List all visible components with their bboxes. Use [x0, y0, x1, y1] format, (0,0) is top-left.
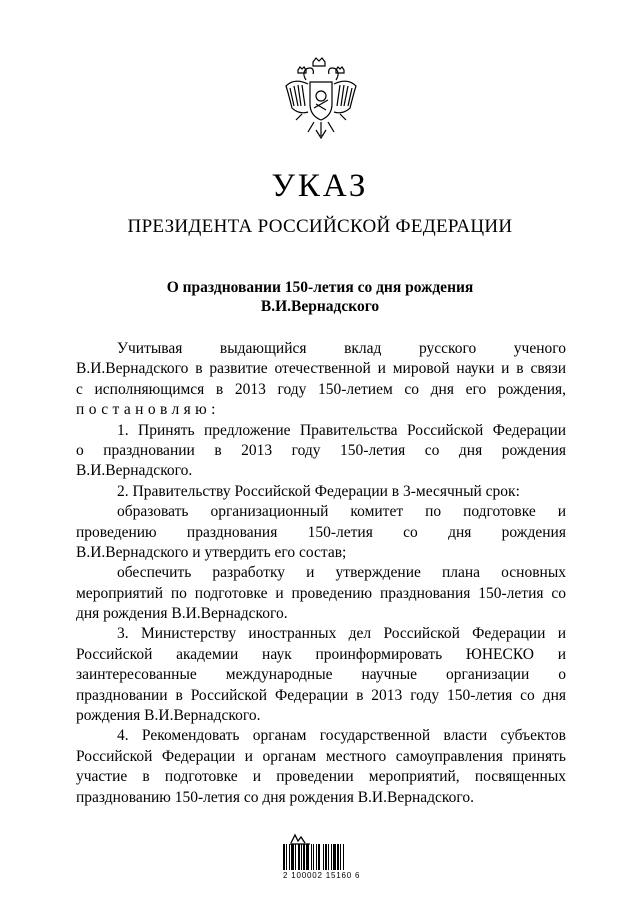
body-line: участие в подготовке и проведении мероприятий, посвященных [76, 768, 566, 786]
body-line: 1. Принять предложение Правительства Российской Федерации [117, 421, 566, 439]
body-line: проведению празднования 150-летия со дня рождения [76, 523, 566, 541]
body-line: Российской академии наук проинформировать ЮНЕСКО и [76, 645, 566, 663]
heading-line-1: О праздновании 150-летия со дня рождения [166, 279, 474, 296]
body-line: дня рождения В.И.Вернадского. [76, 605, 288, 623]
body-line: В.И.Вернадского. [76, 462, 193, 480]
coat-of-arms-icon [280, 56, 362, 144]
body-line: Учитывая выдающийся вклад русского ученого [117, 340, 566, 357]
body-line: мероприятий по подготовке и проведению празднования 150-летия со [76, 584, 566, 602]
body-line: рождения В.И.Вернадского. [76, 707, 261, 725]
body-line: 2. Правительству Российской Федерации в 3-месячный срок: [117, 482, 520, 500]
barcode-number: 2 100002 15160 6 [283, 871, 361, 880]
body-line: заинтересованные международные научные организации о [76, 666, 566, 684]
body-line: празднованию 150-летия со дня рождения В.И.Вернадского. [76, 788, 474, 806]
decree-body [76, 339, 566, 808]
body-line: В.И.Вернадского и утвердить его состав; [76, 543, 347, 561]
body-line: обеспечить разработку и утверждение плана основных [117, 564, 566, 582]
body-line: постановляю: [76, 401, 220, 419]
body-line: образовать организационный комитет по подготовке и [117, 503, 566, 521]
body-line: праздновании в Российской Федерации в 2013 году 150-летия со дня [76, 686, 566, 704]
body-line: 3. Министерству иностранных дел Российской Федерации и [117, 625, 566, 643]
body-line: Российской Федерации и органам местного самоуправления принять [76, 747, 566, 765]
document-title: УКАЗ [271, 168, 369, 204]
body-line: В.И.Вернадского в развитие отечественной и мировой науки и в связи [76, 360, 566, 378]
decree-heading [0, 278, 640, 316]
barcode-icon [283, 844, 367, 874]
document-subtitle: ПРЕЗИДЕНТА РОССИЙСКОЙ ФЕДЕРАЦИИ [127, 216, 513, 237]
body-line: о праздновании в 2013 году 150-летия со дня рождения [76, 441, 566, 459]
body-line: с исполняющимся в 2013 году 150-летием со дня его рождения, [76, 380, 566, 398]
heading-line-2: В.И.Вернадского [260, 298, 380, 315]
body-line: 4. Рекомендовать органам государственной власти субъектов [117, 727, 566, 745]
